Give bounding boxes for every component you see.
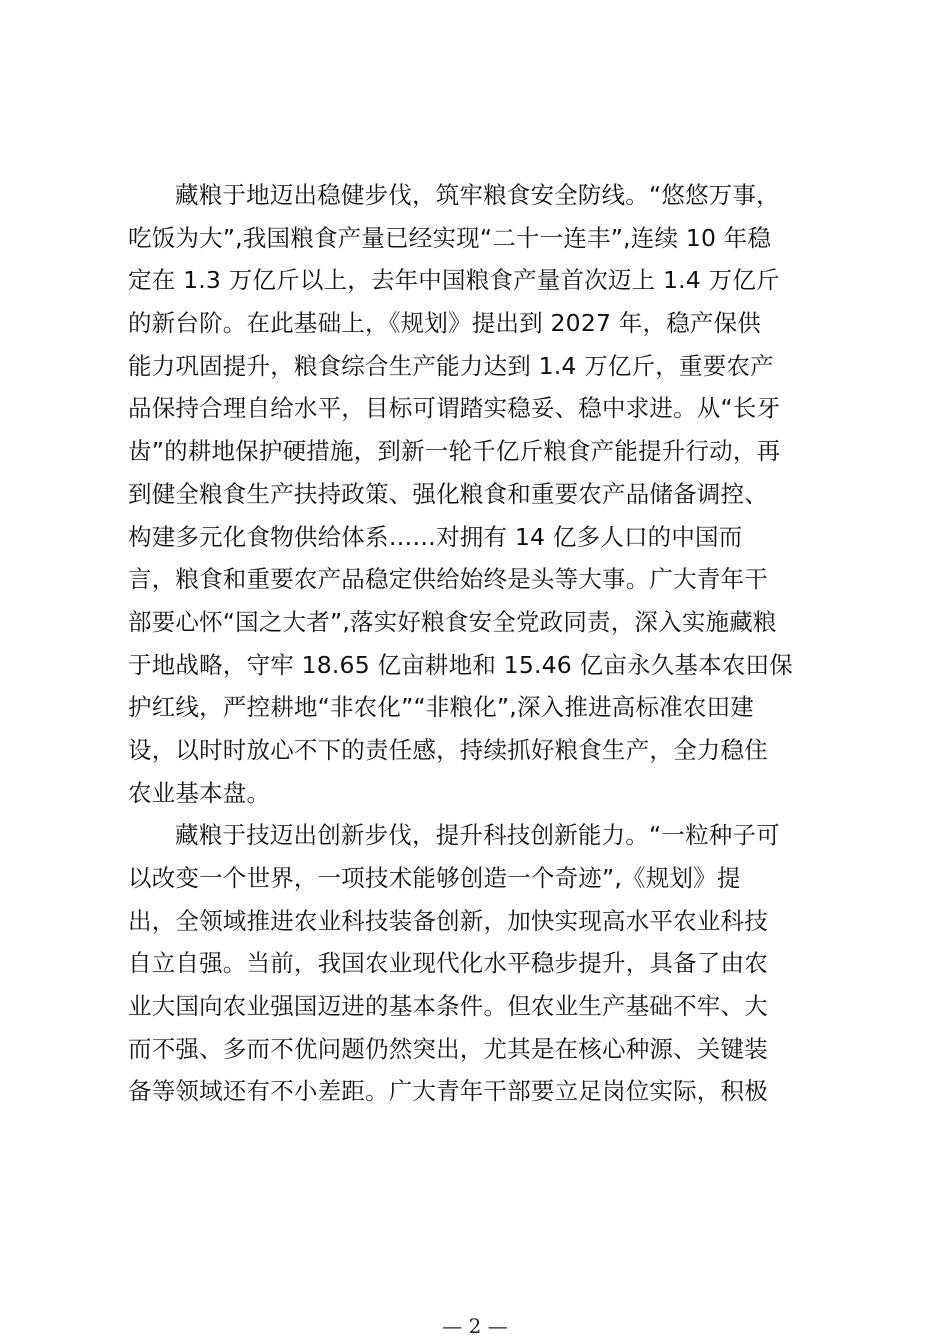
text-line: 设，以时时放心不下的责任感，持续抓好粮食生产，全力稳住 [128,735,768,764]
paragraph-grain-technology [128,814,838,1113]
text-line: 齿”的耕地保护硬措施，到新一轮千亿斤粮食产能提升行动，再 [128,437,781,466]
text-line: 出，全领域推进农业科技装备创新，加快实现高水平农业科技 [128,906,768,935]
text-line: 业大国向农业强国迈进的基本条件。但农业生产基础不牢、大 [128,992,768,1021]
text-line: 农业基本盘。 [128,778,271,807]
page-number: — 2 — [442,1314,508,1338]
paragraph-grain-land [128,174,838,814]
text-line: 构建多元化食物供给体系……对拥有 14 亿多人口的中国而 [128,522,743,551]
body-text [128,174,838,1113]
text-line: 定在 1.3 万亿斤以上，去年中国粮食产量首次迈上 1.4 万亿斤 [128,266,780,295]
text-line: 自立自强。当前，我国农业现代化水平稳步提升，具备了由农 [128,949,768,978]
text-line: 言，粮食和重要农产品稳定供给始终是头等大事。广大青年干 [128,565,768,594]
text-line: 藏粮于地迈出稳健步伐，筑牢粮食安全防线。“悠悠万事， [175,181,780,209]
text-line: 吃饭为大”,我国粮食产量已经实现“二十一连丰”,连续 10 年稳 [128,223,772,252]
text-line: 藏粮于技迈出创新步伐，提升科技创新能力。“一粒种子可 [175,821,780,850]
text-line: 于地战略，守牢 18.65 亿亩耕地和 15.46 亿亩永久基本农田保 [128,650,793,679]
text-line: 的新台阶。在此基础上，《规划》提出到 2027 年，稳产保供 [128,309,761,338]
text-line: 备等领域还有不小差距。广大青年干部要立足岗位实际，积极 [128,1077,768,1106]
text-line: 而不强、多而不优问题仍然突出，尤其是在核心种源、关键装 [128,1034,768,1063]
text-line: 能力巩固提升，粮食综合生产能力达到 1.4 万亿斤，重要农产 [128,351,774,380]
text-line: 以改变一个世界，一项技术能够创造一个奇迹”,《规划》提 [128,864,741,892]
text-line: 品保持合理自给水平，目标可谓踏实稳妥、稳中求进。从“长牙 [128,394,781,423]
text-line: 护红线，严控耕地“非农化”“非粮化”,深入推进高标准农田建 [128,693,754,722]
text-line: 部要心怀“国之大者”,落实好粮食安全党政同责，深入实施藏粮 [128,607,777,636]
text-line: 到健全粮食生产扶持政策、强化粮食和重要农产品储备调控、 [128,479,768,508]
